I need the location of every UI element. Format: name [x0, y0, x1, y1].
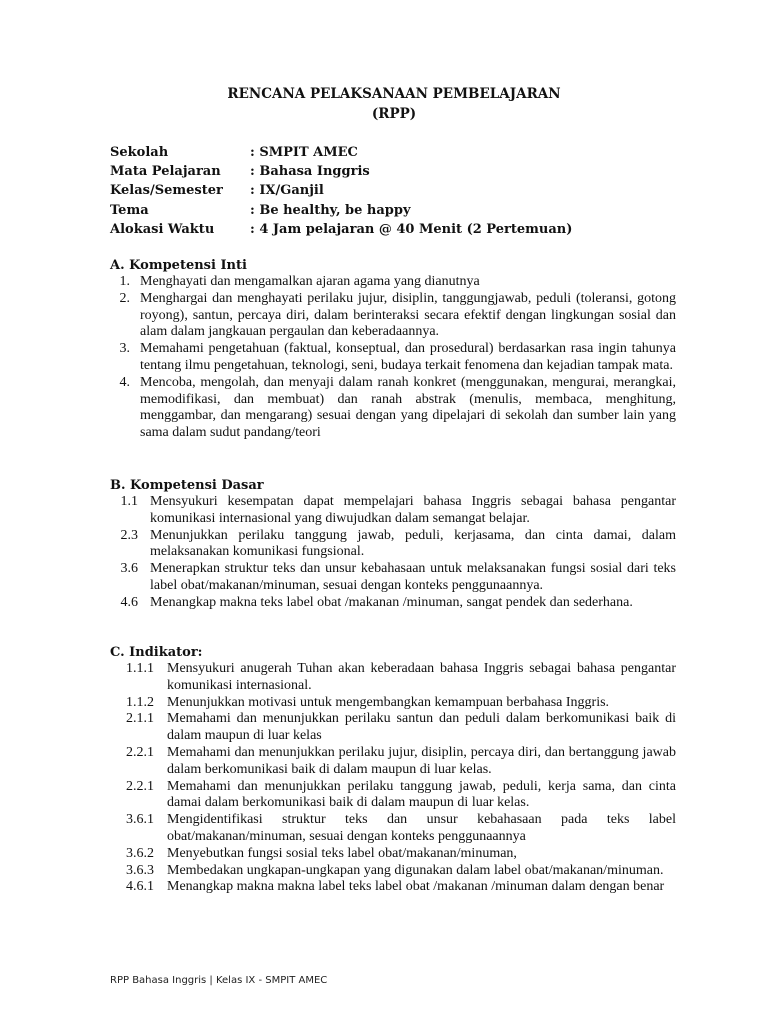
item-text: Membedakan ungkapan-ungkapan yang digunakan dalam label obat/makanan/minuman.: [167, 862, 664, 878]
list-item: [110, 274, 676, 291]
item-number: 4.6.1: [126, 879, 154, 895]
kompetensi-dasar-list: [110, 494, 676, 612]
item-number: 2.1.1: [126, 711, 154, 727]
item-number: 3.: [119, 341, 130, 357]
item-text: Menghargai dan menghayati perilaku jujur, disiplin, tanggungjawab, peduli (toleransi, gotong royong), santun, percaya diri, dalam berinteraksi secara efektif dengan lingkungan sosial dan alam dalam jangkauan pergaulan dan keberadaannya.: [140, 290, 676, 340]
item-number: 2.2.1: [126, 744, 154, 760]
item-text: Memahami dan menunjukkan perilaku tanggung jawab, peduli, kerja sama, dan cinta damai dalam berkomunikasi baik di dalam maupun di luar kelas.: [167, 778, 676, 811]
list-item: [110, 879, 676, 896]
list-item: [110, 291, 676, 341]
meta-value: : 4 Jam pelajaran @ 40 Menit (2 Pertemuan): [250, 221, 573, 237]
item-text: Memahami dan menunjukkan perilaku santun dan peduli dalam berkomunikasi baik di dalam maupun di luar kelas: [167, 711, 676, 744]
meta-value: : SMPIT AMEC: [250, 145, 358, 160]
item-text: Memahami pengetahuan (faktual, konseptual, dan prosedural) berdasarkan rasa ingin tahunya tentang ilmu pengetahuan, teknologi, seni, budaya terkait fenomena dan kejadian tampak mata.: [140, 341, 676, 373]
list-item: [110, 494, 676, 528]
document-subtitle: (RPP): [371, 106, 417, 122]
list-item: [110, 661, 676, 695]
document-title: RENCANA PELAKSANAAN PEMBELAJARAN: [227, 86, 561, 102]
item-number: 3.6.3: [126, 862, 154, 878]
list-item: [110, 695, 676, 712]
meta-label: Alokasi Waktu: [110, 221, 215, 237]
list-item: [110, 561, 676, 595]
item-text: Menunjukkan perilaku tanggung jawab, peduli, kerjasama, dan cinta damai, dalam melaksanakan komunikasi fungsional.: [150, 527, 676, 560]
list-item: [110, 528, 676, 562]
item-text: Menyebutkan fungsi sosial teks label obat/makanan/minuman,: [167, 845, 517, 861]
meta-row-subject: [110, 162, 572, 181]
item-text: Menangkap makna teks label obat /makanan /minuman, sangat pendek dan sederhana.: [150, 595, 633, 611]
item-number: 1.1.2: [126, 694, 154, 710]
item-number: 2.2.1: [126, 778, 154, 794]
meta-row-theme: [110, 201, 572, 220]
list-item: [110, 711, 676, 745]
section-heading-kompetensi-inti: A. Kompetensi Inti: [110, 258, 247, 273]
list-item: [110, 375, 676, 442]
item-text: Memahami dan menunjukkan perilaku jujur, disiplin, percaya diri, dan bertanggung jawab dalam berkomunikasi baik di dalam maupun di luar kelas.: [167, 744, 676, 777]
meta-label: Sekolah: [110, 145, 169, 160]
item-number: 1.1: [120, 494, 138, 509]
item-number: 1.: [119, 274, 130, 289]
item-text: Menghayati dan mengamalkan ajaran agama yang dianutnya: [140, 274, 480, 289]
meta-value: : Bahasa Inggris: [250, 164, 370, 180]
identity-table: [110, 143, 572, 239]
item-number: 4.: [119, 374, 130, 390]
item-number: 2.3: [120, 527, 138, 543]
list-item: [110, 863, 676, 880]
meta-value: : Be healthy, be happy: [250, 202, 411, 218]
meta-label: Mata Pelajaran: [110, 164, 221, 180]
meta-row-time: [110, 220, 572, 239]
page-footer: RPP Bahasa Inggris | Kelas IX - SMPIT AMEC: [110, 975, 328, 986]
item-number: 3.6.2: [126, 845, 154, 861]
list-item: [110, 812, 676, 846]
indikator-list: [110, 661, 676, 896]
item-number: 2.: [119, 290, 130, 306]
kompetensi-inti-list: [110, 274, 676, 442]
item-text: Menangkap makna makna label teks label obat /makanan /minuman dalam dengan benar: [167, 879, 665, 895]
meta-value: : IX/Ganjil: [250, 183, 324, 199]
section-heading-kompetensi-dasar: B. Kompetensi Dasar: [110, 478, 264, 493]
meta-row-school: [110, 143, 572, 162]
item-text: Mensyukuri anugerah Tuhan akan keberadaan bahasa Inggris sebagai bahasa pengantar komunikasi internasional.: [167, 661, 676, 693]
list-item: [110, 745, 676, 779]
list-item: [110, 595, 676, 612]
item-text: Mencoba, mengolah, dan menyaji dalam ranah konkret (menggunakan, mengurai, merangkai, memodifikasi, dan membuat) dan ranah abstrak (menulis, membaca, menghitung, menggambar, dan mengarang) sesuai dengan yang dipelajari di sekolah dan sumber lain yang sama dalam sudut pandang/teori: [140, 374, 676, 441]
meta-label: Kelas/Semester: [110, 183, 223, 199]
list-item: [110, 846, 676, 863]
list-item: [110, 779, 676, 813]
list-item: [110, 341, 676, 375]
item-text: Mengidentifikasi struktur teks dan unsur kebahasaan pada teks label obat/makanan/minuman, sesuai dengan konteks penggunaannya: [167, 812, 676, 844]
meta-label: Tema: [110, 202, 149, 218]
item-text: Menerapkan struktur teks dan unsur kebahasaan untuk melaksanakan fungsi sosial dari teks label obat/makanan/minuman, sesuai dengan konteks penggunaannya.: [150, 561, 676, 594]
item-text: Menunjukkan motivasi untuk mengembangkan kemampuan berbahasa Inggris.: [167, 694, 610, 710]
meta-row-class: [110, 181, 572, 200]
item-number: 1.1.1: [126, 661, 154, 676]
item-number: 3.6: [120, 561, 138, 577]
item-number: 3.6.1: [126, 812, 154, 828]
section-heading-indikator: C. Indikator:: [110, 645, 203, 660]
item-number: 4.6: [120, 595, 138, 611]
item-text: Mensyukuri kesempatan dapat mempelajari bahasa Inggris sebagai bahasa pengantar komunikasi internasional yang diwujudkan dalam semangat belajar.: [150, 494, 676, 526]
